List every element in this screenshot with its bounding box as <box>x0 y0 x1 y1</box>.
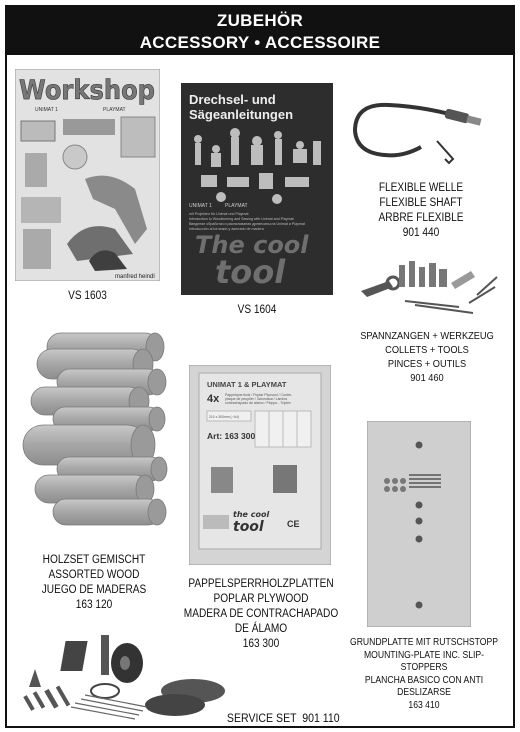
plywood-label-qty: 4x <box>207 393 220 405</box>
flexible-shaft-line: ARBRE FLEXIBLE <box>378 212 464 224</box>
header-title-de: ZUBEHÖR <box>216 11 304 30</box>
workshop-book-cover <box>15 69 160 281</box>
flexible-shaft-image <box>349 97 493 169</box>
plywood-label-brand: UNIMAT 1 & PLAYMAT <box>207 380 287 389</box>
plywood-line: MADERA DE CONTRACHAPADO <box>183 608 339 620</box>
wood-set-code: 163 120 <box>75 599 113 611</box>
collets-code: 901 460 <box>410 372 444 384</box>
collets-line: COLLETS + TOOLS <box>385 344 469 356</box>
plywood-pack-image <box>189 365 331 565</box>
turning-cover-line: mit Projekten für Unimat und Playmat <box>189 212 249 216</box>
workshop-cover-author: manfred heindl <box>115 274 155 280</box>
turning-book-cover <box>181 83 333 295</box>
turning-book-code: VS 1604 <box>237 304 277 316</box>
mounting-plate-line: GRUNDPLATTE MIT RUTSCHSTOPP <box>349 637 499 648</box>
turning-cover-logo-1: The cool <box>195 231 309 259</box>
turning-cover-title-1: Drechsel- und <box>189 92 276 107</box>
turning-cover-brand-right: PLAYMAT <box>225 203 248 209</box>
plywood-label-desc: Pappelsperrholz / Poplar Plywood / Contre- <box>225 393 293 397</box>
plywood-label-logo-1: the cool <box>233 510 270 519</box>
workshop-cover-sub-right: PLAYMAT <box>103 107 126 113</box>
plywood-label-art: Art: 163 300 <box>207 431 256 441</box>
wood-set-image <box>17 327 169 539</box>
turning-cover-line: Introduction to Woodturning and Sawing with Unimat and Playmat <box>189 217 294 221</box>
plywood-line: POPLAR PLYWOOD <box>213 593 309 605</box>
collets-line: PINCES + OUTILS <box>387 358 467 370</box>
mounting-plate-caption <box>346 637 503 712</box>
collets-tools-image <box>359 257 501 315</box>
mounting-plate-line: MOUNTING-PLATE INC. SLIP-STOPPERS <box>363 649 485 673</box>
flexible-shaft-caption <box>351 181 492 241</box>
turning-cover-line: Introducción al torneado y aserrado de madera <box>189 227 264 231</box>
accessory-page <box>5 5 515 728</box>
workshop-cover-title: Workshop <box>19 75 155 106</box>
wood-set-line: JUEGO DE MADERAS <box>41 584 147 596</box>
plywood-code: 163 300 <box>242 638 280 650</box>
collets-line: SPANNZANGEN + WERKZEUG <box>360 330 494 342</box>
flexible-shaft-line: FLEXIBLE SHAFT <box>379 197 463 209</box>
plywood-label-desc: contrachapado de álamo / Pioppo - Triplex <box>225 401 291 405</box>
page-header <box>7 7 513 55</box>
wood-set-line: ASSORTED WOOD <box>48 569 140 581</box>
plywood-label-logo-2: tool <box>233 519 264 535</box>
turning-cover-logo-2: tool <box>215 253 286 291</box>
workshop-cover-sub-left: UNIMAT 1 <box>35 107 58 113</box>
plywood-line: PAPPELSPERRHOLZPLATTEN <box>188 578 334 590</box>
collets-tools-caption <box>351 329 502 385</box>
mounting-plate-image <box>367 421 471 627</box>
wood-set-line: HOLZSET GEMISCHT <box>42 554 146 566</box>
workshop-book-code: VS 1603 <box>68 290 107 302</box>
flexible-shaft-code: 901 440 <box>402 227 440 239</box>
turning-cover-line: Введение обработки и распиливания древесины на Unimat и Playmat <box>189 222 305 226</box>
service-set-image <box>15 633 237 721</box>
mounting-plate-line: PLANCHA BASICO CON ANTI DESLIZARSE <box>364 674 484 698</box>
header-title-en-fr: ACCESSORY • ACCESSOIRE <box>139 33 381 52</box>
plywood-label-desc: plaque de peuplier / Заготовки / Lámina <box>225 397 288 401</box>
turning-cover-brand-left: UNIMAT 1 <box>189 203 212 209</box>
plywood-line: DE ÁLAMO <box>234 623 288 635</box>
plywood-label-ce: CE <box>287 519 300 529</box>
mounting-plate-code: 163 410 <box>408 699 440 711</box>
wood-set-caption <box>24 553 163 613</box>
flexible-shaft-line: FLEXIBLE WELLE <box>378 182 464 194</box>
turning-cover-title-2: Sägeanleitungen <box>189 107 294 122</box>
service-set-caption: SERVICE SET 901 110 <box>226 711 340 725</box>
plywood-label-size: 210 x 300mm (~A4) <box>209 415 239 419</box>
